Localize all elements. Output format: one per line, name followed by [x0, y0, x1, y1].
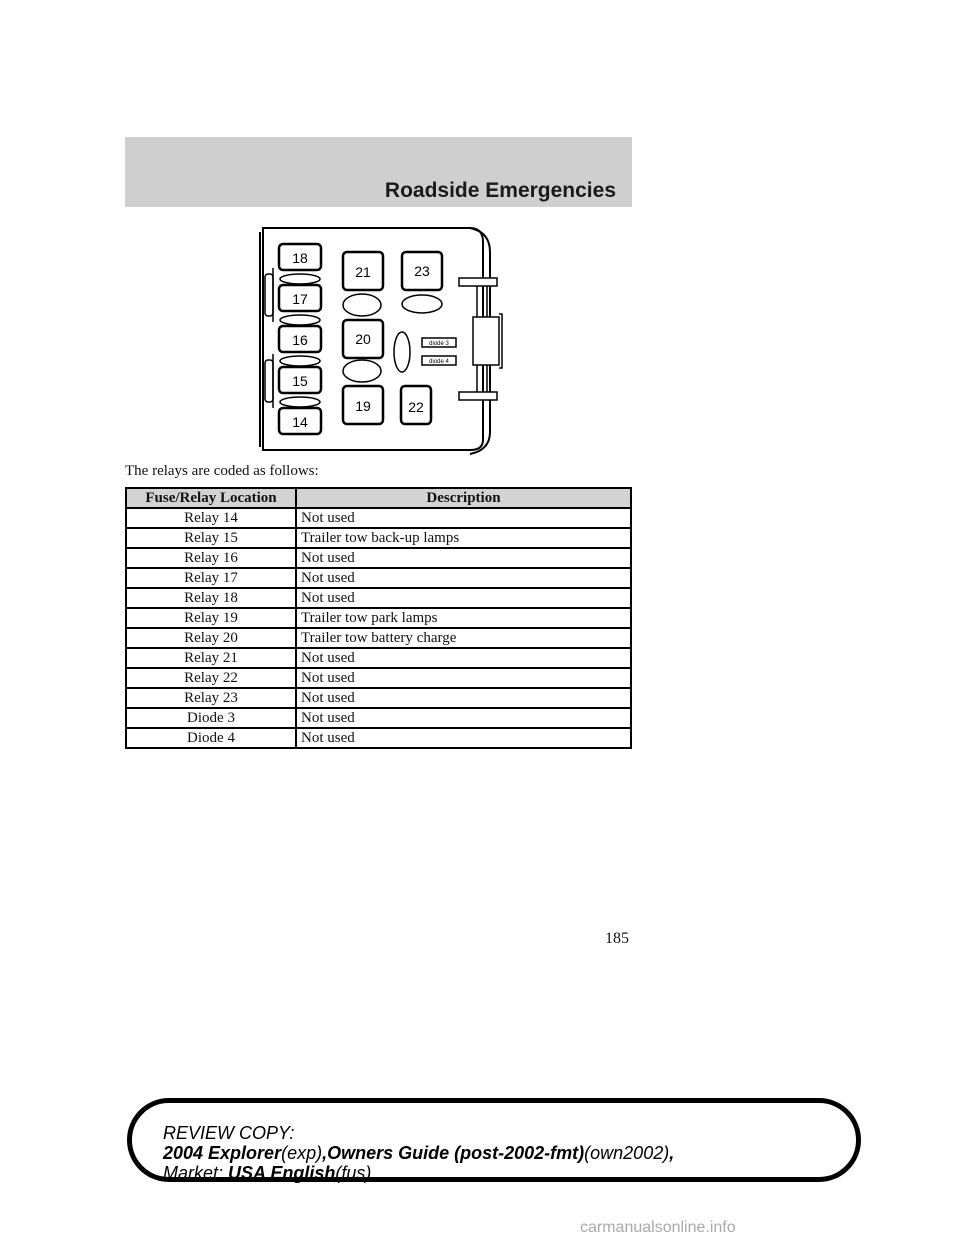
page-number: 185	[605, 930, 629, 947]
table-row	[126, 668, 631, 688]
table-row	[126, 608, 631, 628]
cell-location: Relay 19	[126, 608, 296, 628]
cell-description: Not used	[296, 648, 631, 668]
cell-location: Relay 18	[126, 588, 296, 608]
cell-location: Relay 22	[126, 668, 296, 688]
table-row	[126, 528, 631, 548]
cell-location: Diode 4	[126, 728, 296, 748]
relay-box-diagram	[255, 222, 525, 457]
cell-description: Not used	[296, 668, 631, 688]
cell-description: Trailer tow battery charge	[296, 628, 631, 648]
column-header-location: Fuse/Relay Location	[126, 488, 296, 508]
relay-22	[401, 386, 431, 424]
cell-location: Relay 23	[126, 688, 296, 708]
svg-text:21: 21	[355, 264, 371, 280]
svg-text:15: 15	[292, 373, 308, 389]
table-row	[126, 628, 631, 648]
table-row	[126, 648, 631, 668]
cell-location: Relay 21	[126, 648, 296, 668]
cell-description: Not used	[296, 548, 631, 568]
table-row	[126, 688, 631, 708]
relay-23	[402, 252, 442, 290]
relay-20	[343, 320, 383, 358]
cell-location: Relay 15	[126, 528, 296, 548]
relay-16	[279, 326, 321, 352]
relay-14	[279, 408, 321, 434]
intro-text: The relays are coded as follows:	[125, 463, 319, 479]
cell-description: Not used	[296, 588, 631, 608]
cell-location: Diode 3	[126, 708, 296, 728]
table-row	[126, 548, 631, 568]
svg-text:16: 16	[292, 332, 308, 348]
page-title: Roadside Emergencies	[384, 179, 616, 202]
cell-description: Not used	[296, 568, 631, 588]
cell-description: Not used	[296, 708, 631, 728]
watermark: carmanualsonline.info	[580, 1219, 736, 1236]
svg-text:19: 19	[355, 398, 371, 414]
cell-description: Not used	[296, 728, 631, 748]
table-row	[126, 568, 631, 588]
relay-21	[343, 252, 383, 290]
table-row	[126, 588, 631, 608]
svg-text:17: 17	[292, 291, 308, 307]
diode-3	[422, 338, 456, 347]
cell-location: Relay 14	[126, 508, 296, 528]
svg-text:diode 3: diode 3	[429, 341, 449, 347]
review-label: REVIEW COPY:	[163, 1123, 295, 1143]
header-band	[125, 137, 632, 207]
cell-location: Relay 16	[126, 548, 296, 568]
cell-description: Trailer tow back-up lamps	[296, 528, 631, 548]
review-copy-text	[163, 1123, 674, 1183]
table-row	[126, 508, 631, 528]
column-header-description: Description	[296, 488, 631, 508]
cell-description: Not used	[296, 508, 631, 528]
cell-location: Relay 20	[126, 628, 296, 648]
svg-text:20: 20	[355, 331, 371, 347]
cell-description: Trailer tow park lamps	[296, 608, 631, 628]
table-row	[126, 728, 631, 748]
svg-text:22: 22	[408, 399, 424, 415]
review-line-market: Market: USA English(fus)	[163, 1163, 372, 1183]
table-header-row	[126, 488, 631, 508]
relay-19	[343, 386, 383, 424]
relay-18	[279, 244, 321, 270]
diode-4	[422, 356, 456, 365]
svg-text:18: 18	[292, 250, 308, 266]
cell-location: Relay 17	[126, 568, 296, 588]
svg-text:14: 14	[292, 414, 308, 430]
cell-description: Not used	[296, 688, 631, 708]
table-row	[126, 708, 631, 728]
relay-15	[279, 367, 321, 393]
review-line-model: 2004 Explorer(exp),Owners Guide (post-2002-fmt)(own2002),	[163, 1143, 675, 1163]
relay-17	[279, 285, 321, 311]
svg-text:23: 23	[414, 263, 430, 279]
svg-text:diode 4: diode 4	[429, 359, 449, 365]
relay-table	[125, 487, 632, 749]
